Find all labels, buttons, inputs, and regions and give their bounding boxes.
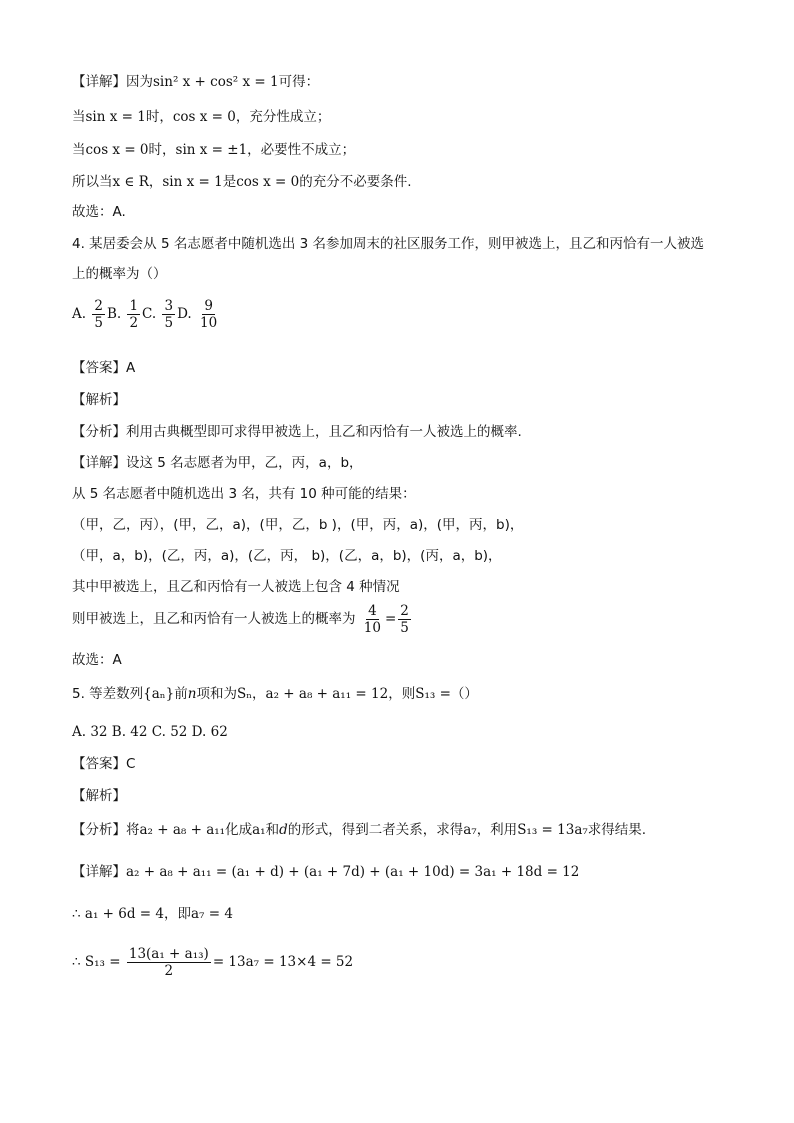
q4-analysis-tag: 【解析】 [72,392,126,408]
q4-stem-line-2: 上的概率为（） [72,266,167,282]
detail-line-1 [72,72,319,92]
q4-option-c-fraction [162,298,175,331]
probability-fraction-2 [398,603,411,636]
case-line-1 [72,107,330,127]
fenxi-tag: 【分析】 [72,822,126,838]
q4-option-d-label: D. [177,306,192,322]
probability-text: 则甲被选上，且乙和丙恰有一人被选上的概率为 [72,611,356,627]
q5-cond: a₂ + a₈ + a₁₁ = 12 [265,686,389,702]
q4-b-den: 2 [129,315,139,331]
q4-c-den: 5 [164,315,174,331]
step3-fraction [127,946,211,979]
q5-analysis-tag: 【解析】 [72,788,126,804]
q4-outcomes-row-2: （甲，a，b)，(乙，丙，a)，(乙，丙， b)，(乙，a，b)，(丙，a，b)， [72,548,502,564]
case1-res: cos x = 0 [172,109,236,125]
fenxi-c: 和 [265,822,280,838]
step3-num: 13(a₁ + a₁₃) [128,946,209,962]
step2-eq: a₁ + 6d = 4 [84,906,164,922]
q5-step-3 [72,946,353,979]
case3-res2: cos x = 0 [236,174,300,190]
case3-d: 的充分不必要条件. [299,174,412,190]
prob-eq: = [384,611,397,627]
q5-d: ， [252,686,266,702]
detail-intro-b: 可得： [278,74,320,90]
case-line-2 [72,140,355,160]
q5-f: （） [450,686,478,702]
q5-answer [72,754,135,774]
choice-line-2: 故选：A [72,652,122,668]
step3-post: = 13a₇ = 13×4 = 52 [212,954,354,970]
case1-c: ，充分性成立； [235,109,331,125]
q4-options [72,298,221,331]
answer-value: A [126,360,136,376]
q5-e: ，则 [388,686,416,702]
fenxi-d: d [279,822,288,838]
q4-outcomes-intro: 从 5 名志愿者中随机选出 3 名，共有 10 种可能的结果： [72,486,416,502]
fenxi-g: 求得结果. [587,822,647,838]
q4-probability-line [72,603,413,636]
q4-option-b-label: B. [106,306,122,322]
q4-answer [72,358,135,378]
answer-tag: 【答案】 [72,360,126,376]
q4-option-d-fraction [198,298,219,331]
q5-n: n [187,686,197,702]
q4-outcomes-row-1: （甲，乙，丙），(甲，乙，a)，(甲，乙，b )，(甲，丙，a)，(甲，丙，b)， [72,517,524,533]
case3-a: 所以当 [72,174,113,190]
fenxi-text: 利用古典概型即可求得甲被选上，且乙和丙恰有一人被选上的概率. [126,424,522,440]
q5-stem [72,684,478,704]
prob-n1: 4 [368,603,377,619]
q4-option-c-label: C. [142,306,157,322]
prob-d1: 10 [363,620,381,636]
q5-detail [72,862,579,882]
case1-b: 时， [145,109,173,125]
q5-fenxi [72,820,646,840]
step2-mid: ，即 [163,906,191,922]
prob-d2: 5 [400,620,409,636]
answer-value: C [126,756,136,772]
fenxi-a1: a₁ [252,822,266,838]
q4-detail [72,453,363,473]
choice-line-1: 故选：A. [72,204,126,220]
q4-d-num: 9 [204,298,213,314]
detail-tag: 【详解】 [72,74,126,90]
case2-cond: cos x = 0 [85,142,149,158]
prob-n2: 2 [400,603,409,619]
case2-b: 时， [148,142,176,158]
fenxi-f: ，利用 [476,822,518,838]
fenxi-rel: S₁₃ = 13a₇ [517,822,588,838]
fenxi-b: 化成 [225,822,253,838]
case2-a: 当 [72,142,86,158]
therefore-1: ∴ [72,906,85,922]
case1-cond: sin x = 1 [85,109,146,125]
q4-a-den: 5 [94,315,103,331]
detail-tag: 【详解】 [72,864,126,880]
q5-sn: Sₙ [236,686,253,702]
step2-res: a₇ = 4 [190,906,233,922]
fenxi-e: 的形式，得到二者关系，求得 [287,822,464,838]
step3-den: 2 [164,963,174,979]
q4-option-a-fraction [92,298,105,331]
q5-options: A. 32 B. 42 C. 52 D. 62 [72,724,228,740]
fenxi-a7: a₇ [463,822,477,838]
q4-c-num: 3 [164,298,174,314]
detail-eq: a₂ + a₈ + a₁₁ = (a₁ + d) + (a₁ + 7d) + (a₁ + 10d) = 3a₁ + 18d = 12 [126,864,580,880]
q5-b: 前 [174,686,188,702]
case3-b: ， [148,174,163,190]
q5-ask: S₁₃ = [415,686,451,702]
case3-c: 是 [222,174,237,190]
case1-a: 当 [72,109,86,125]
q4-option-a-label: A. [72,306,87,322]
q4-d-den: 10 [200,315,218,331]
case3-res1: sin x = 1 [162,174,223,190]
case3-cond: x ∈ R [112,174,149,190]
q4-cases-line: 其中甲被选上，且乙和丙恰有一人被选上包含 4 种情况 [72,579,400,595]
q5-a: 5. 等差数列 [72,686,144,702]
q4-a-num: 2 [94,298,103,314]
q4-stem-line-1: 4. 某居委会从 5 名志愿者中随机选出 3 名参加周末的社区服务工作，则甲被选上，且乙和丙恰有一人被选 [72,236,705,252]
detail-intro-a: 因为 [126,74,153,90]
case2-res: sin x = ±1 [175,142,248,158]
fenxi-a: 将 [126,822,140,838]
q5-step-2 [72,904,233,924]
detail-tag: 【详解】 [72,455,126,471]
q4-option-b-fraction [127,298,140,331]
probability-fraction-1 [362,603,383,636]
q5-seq: {aₙ} [143,686,175,702]
trig-identity: sin² x + cos² x = 1 [153,74,279,90]
answer-tag: 【答案】 [72,756,126,772]
fenxi-expr: a₂ + a₈ + a₁₁ [139,822,226,838]
fenxi-tag: 【分析】 [72,424,126,440]
detail-text: 设这 5 名志愿者为甲，乙，丙，a，b， [126,455,363,471]
case-line-3 [72,172,412,192]
q5-c: 项和为 [196,686,237,702]
step3-pre: ∴ S₁₃ = [72,954,121,970]
q4-b-num: 1 [129,298,139,314]
case2-c: ，必要性不成立； [247,142,356,158]
q4-fenxi [72,422,522,442]
